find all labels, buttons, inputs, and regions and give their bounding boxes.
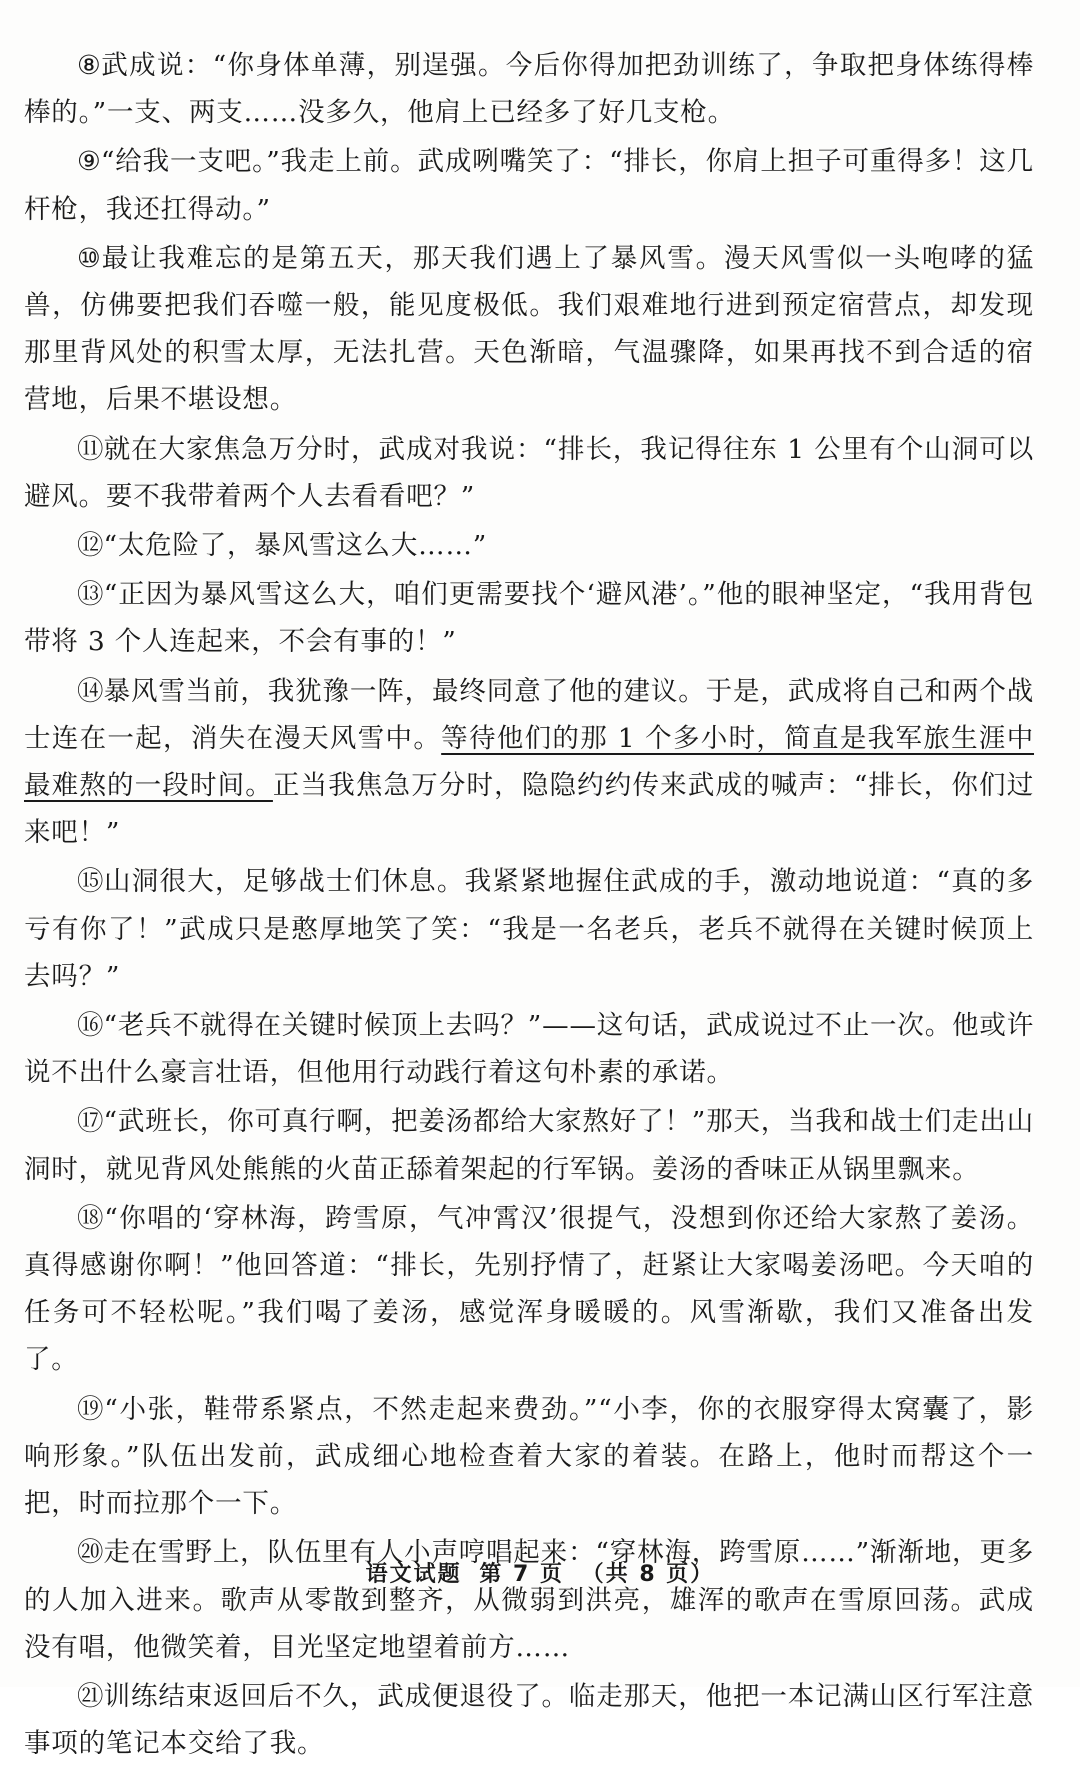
paragraph-number: ⑩: [77, 242, 102, 274]
paragraph-11: [24, 426, 1034, 520]
paragraph-20: [24, 1529, 1034, 1671]
paragraph-text: 山洞很大，足够战士们休息。我紧紧地握住武成的手，激动地说道：“真的多亏有你了！”武成只是憨厚地笑了笑：“我是一名老兵，老兵不就得在关键时候顶上去吗？”: [24, 866, 1035, 992]
paragraph-number: ㉑: [77, 1680, 104, 1712]
paragraph-12: [24, 522, 1034, 569]
page-footer: [0, 1557, 1080, 1588]
paragraph-number: ⑯: [77, 1010, 104, 1042]
paragraph-17: [24, 1098, 1034, 1192]
paragraph-text: “老兵不就得在关键时候顶上去吗？”——这句话，武成说过不止一次。他或许说不出什么豪言壮语，但他用行动践行着这句朴素的承诺。: [24, 1010, 1034, 1089]
footer-subject: 语文试题: [365, 1562, 462, 1587]
paragraph-text: “你唱的‘穿林海，跨雪原，气冲霄汉’很提气，没想到你还给大家熬了姜汤。真得感谢你啊！”他回答道：“排长，先别抒情了，赶紧让大家喝姜汤吧。今天咱的任务可不轻松呢。”我们喝了姜汤，感觉浑身暖暖的。风雪渐歇，我们又准备出发了。: [24, 1202, 1035, 1376]
underlined-sentence: 等待他们的那 1 个多小时，简直是我军旅生涯中最难熬的一段时间。: [24, 722, 1035, 802]
footer-page-number: 第 7 页: [479, 1562, 564, 1587]
paragraph-text: 正当我焦急万分时，隐隐约约传来武成的喊声：“排长，你们过来吧！”: [24, 770, 1035, 849]
paragraph-8: [24, 42, 1034, 136]
paragraph-9: [24, 138, 1034, 232]
paragraph-text: “太危险了，暴风雪这么大……”: [103, 530, 488, 562]
paragraph-text: “武班长，你可真行啊，把姜汤都给大家熬好了！”那天，当我和战士们走出山洞时，就见背风处熊熊的火苗正舔着架起的行军锅。姜汤的香味正从锅里飘来。: [24, 1106, 1034, 1185]
paragraph-number: ⑧: [77, 50, 102, 81]
paragraph-14: [24, 668, 1034, 857]
paragraph-number: ⑰: [77, 1106, 104, 1138]
paragraph-text: “小张，鞋带系紧点，不然走起来费劲。”“小李，你的衣服穿得太窝囊了，影响形象。”队伍出发前，武成细心地检查着大家的着装。在路上，他时而帮这个一把，时而拉那个一下。: [24, 1393, 1034, 1520]
paragraph-number: ⑳: [77, 1537, 104, 1569]
paragraph-text: 最让我难忘的是第五天，那天我们遇上了暴风雪。漫天风雪似一头咆哮的猛兽，仿佛要把我们吞噬一般，能见度极低。我们艰难地行进到预定宿营点，却发现那里背风处的积雪太厚，无法扎营。天色渐暗，气温骤降，如果再找不到合适的宿营地，后果不堪设想。: [24, 242, 1034, 416]
paragraph-text: 暴风雪当前，我犹豫一阵，最终同意了他的建议。于是，武成将自己和两个战士连在一起，消失在漫天风雪中。: [24, 675, 1035, 754]
paragraph-13: [24, 571, 1034, 665]
paragraph-number: ⑲: [77, 1393, 105, 1425]
paragraph-number: ⑬: [77, 579, 104, 611]
paragraph-21: [24, 1673, 1034, 1767]
paragraph-number: ⑫: [77, 530, 104, 562]
paragraph-text: 训练结束返回后不久，武成便退役了。临走那天，他把一本记满山区行军注意事项的笔记本交给了我。: [24, 1680, 1035, 1760]
paragraph-text: 就在大家焦急万分时，武成对我说：“排长，我记得往东 1 公里有个山洞可以避风。要不我带着两个人去看看吧？”: [24, 433, 1034, 512]
paragraph-10: [24, 235, 1034, 424]
paragraph-19: [24, 1386, 1034, 1528]
paragraph-number: ⑱: [77, 1202, 105, 1234]
paragraph-number: ⑭: [77, 675, 104, 707]
paragraph-18: [24, 1195, 1034, 1384]
paragraph-text: “给我一支吧。”我走上前。武成咧嘴笑了：“排长，你肩上担子可重得多！这几杆枪，我还扛得动。”: [24, 146, 1034, 225]
paragraph-text: 走在雪野上，队伍里有人小声哼唱起来：“穿林海，跨雪原……”渐渐地，更多的人加入进来。歌声从零散到整齐，从微弱到洪亮，雄浑的歌声在雪原回荡。武成没有唱，他微笑着，目光坚定地望着前方……: [24, 1537, 1034, 1663]
paragraph-15: [24, 858, 1034, 1000]
paragraph-16: [24, 1002, 1034, 1096]
paragraph-number: ⑨: [77, 146, 101, 178]
paragraph-number: ⑮: [77, 866, 104, 898]
paragraph-text: 武成说：“你身体单薄，别逞强。今后你得加把劲训练了，争取把身体练得棒棒的。”一支、两支……没多久，他肩上已经多了好几支枪。: [24, 50, 1034, 129]
reading-passage: [24, 42, 1034, 1769]
paragraph-number: ⑪: [77, 433, 104, 465]
paragraph-text: “正因为暴风雪这么大，咱们更需要找个‘避风港’。”他的眼神坚定，“我用背包带将 3 个人连起来，不会有事的！”: [24, 579, 1034, 658]
footer-total-pages: （共 8 页）: [581, 1562, 715, 1587]
